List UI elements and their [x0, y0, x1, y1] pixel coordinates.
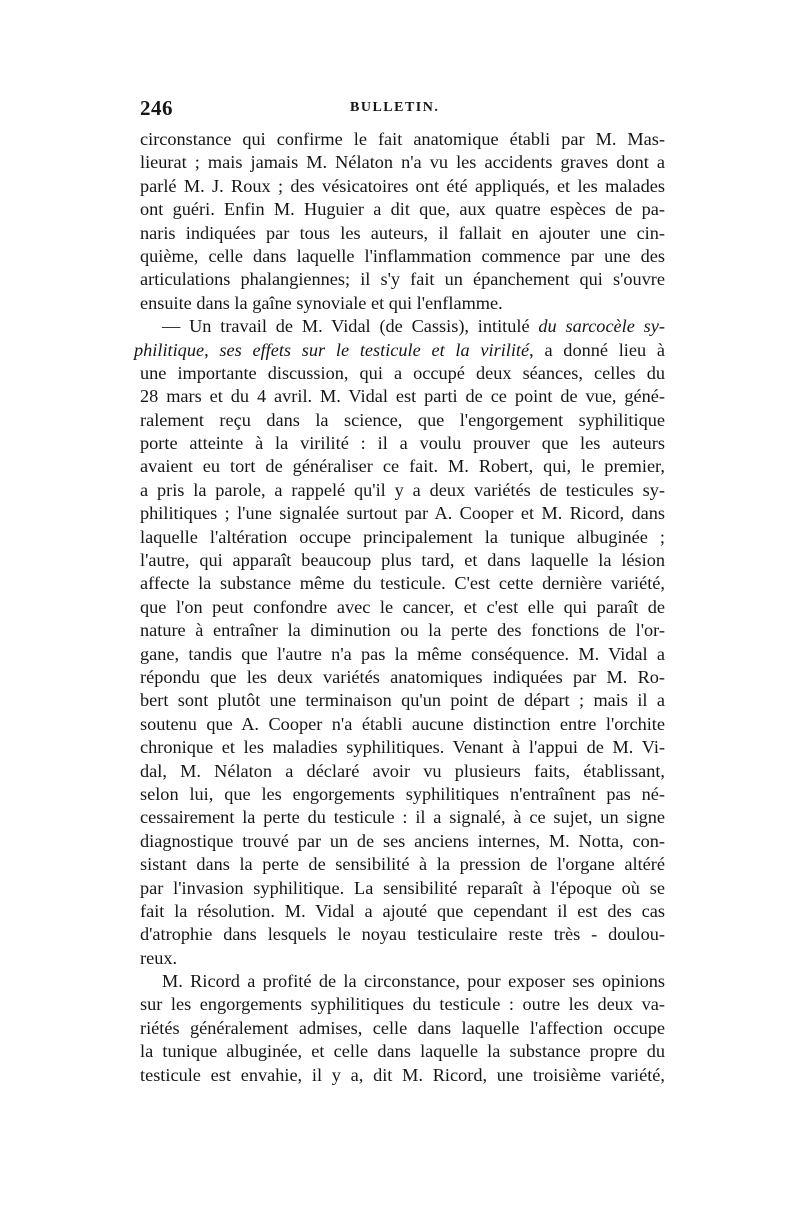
- text-line: laquelle l'altération occupe principalement la tunique albuginée ;: [140, 526, 665, 547]
- text-line: répondu que les deux variétés anatomiques indiquées par M. Ro-: [140, 666, 665, 687]
- text-line: cessairement la perte du testicule : il a signalé, à ce sujet, un signe: [140, 807, 665, 828]
- italic-title-run: du sarcocèle sy-: [538, 316, 665, 337]
- text-line: bert sont plutôt une terminaison qu'un point de départ ; mais il a: [140, 690, 665, 711]
- text-run: — Un travail de M. Vidal (de Cassis), intitulé: [162, 316, 539, 337]
- text-line: soutenu que A. Cooper n'a établi aucune distinction entre l'orchite: [140, 713, 665, 734]
- text-line: sistant dans la perte de sensibilité à la pression de l'organe altéré: [140, 854, 665, 875]
- text-line: fait la résolution. M. Vidal a ajouté que cependant il est des cas: [140, 900, 665, 921]
- text-line: affecte la substance même du testicule. C'est cette dernière variété,: [140, 573, 665, 594]
- text-line: d'atrophie dans lesquels le noyau testiculaire reste très - doulou-: [140, 924, 665, 945]
- text-line: par l'invasion syphilitique. La sensibilité reparaît à l'époque où se: [140, 877, 665, 898]
- italic-title-run: philitique, ses effets sur le testicule et la virilité: [134, 339, 530, 360]
- text-line: porte atteinte à la virilité : il a voulu prouver que les auteurs: [140, 433, 665, 454]
- text-line: diagnostique trouvé par un de ses anciens internes, M. Notta, con-: [140, 830, 665, 851]
- text-line: lieurat ; mais jamais M. Nélaton n'a vu les accidents graves dont a: [140, 152, 665, 173]
- text-line: la tunique albuginée, et celle dans laquelle la substance propre du: [140, 1041, 665, 1062]
- text-run: , a donné lieu à: [529, 339, 665, 360]
- text-line: M. Ricord a profité de la circonstance, pour exposer ses opinions: [162, 971, 665, 992]
- text-line: dal, M. Nélaton a déclaré avoir vu plusieurs faits, établissant,: [140, 760, 665, 781]
- text-line: nature à entraîner la diminution ou la perte des fonctions de l'or-: [140, 620, 665, 641]
- text-line: une importante discussion, qui a occupé deux séances, celles du: [140, 362, 665, 383]
- text-line: gane, tandis que l'autre n'a pas la même conséquence. M. Vidal a: [140, 643, 665, 664]
- text-line: que l'on peut confondre avec le cancer, et c'est elle qui paraît de: [140, 596, 665, 617]
- text-line: philitiques ; l'une signalée surtout par A. Cooper et M. Ricord, dans: [140, 503, 665, 524]
- page-number: 246: [140, 96, 173, 120]
- text-line: naris indiquées par tous les auteurs, il fallait en ajouter une cin-: [140, 222, 665, 243]
- text-line: chronique et les maladies syphilitiques. Venant à l'appui de M. Vi-: [140, 737, 665, 758]
- text-line: [140, 315, 665, 338]
- text-line: a pris la parole, a rappelé qu'il y a deux variétés de testicules sy-: [140, 479, 665, 500]
- text-line: 28 mars et du 4 avril. M. Vidal est parti de ce point de vue, géné-: [140, 386, 665, 407]
- text-line: sur les engorgements syphilitiques du testicule : outre les deux va-: [140, 994, 665, 1015]
- running-head: [140, 96, 665, 120]
- text-line: circonstance qui confirme le fait anatomique établi par M. Mas-: [140, 129, 665, 149]
- text-line: selon lui, que les engorgements syphilitiques n'entraînent pas né-: [140, 783, 665, 804]
- text-line: testicule est envahie, il y a, dit M. Ricord, une troisième variété,: [140, 1064, 665, 1085]
- text-line: riétés généralement admises, celle dans laquelle l'affection occupe: [140, 1017, 665, 1038]
- text-line: [134, 339, 665, 362]
- text-line: quième, celle dans laquelle l'inflammation commence par une des: [140, 245, 665, 266]
- text-line: ensuite dans la gaîne synoviale et qui l'enflamme.: [140, 292, 503, 313]
- text-line: ralement reçu dans la science, que l'engorgement syphilitique: [140, 409, 665, 430]
- running-title: BULLETIN.: [350, 100, 440, 115]
- body-text: [134, 128, 665, 1087]
- text-line: l'autre, qui apparaît beaucoup plus tard, et dans laquelle la lésion: [140, 550, 665, 571]
- text-line: reux.: [140, 947, 178, 968]
- text-line: articulations phalangiennes; il s'y fait un épanchement qui s'ouvre: [140, 269, 665, 290]
- text-line: ont guéri. Enfin M. Huguier a dit que, aux quatre espèces de pa-: [140, 199, 665, 220]
- text-line: avaient eu tort de généraliser ce fait. M. Robert, qui, le premier,: [140, 456, 665, 477]
- text-line: parlé M. J. Roux ; des vésicatoires ont été appliqués, et les malades: [140, 175, 665, 196]
